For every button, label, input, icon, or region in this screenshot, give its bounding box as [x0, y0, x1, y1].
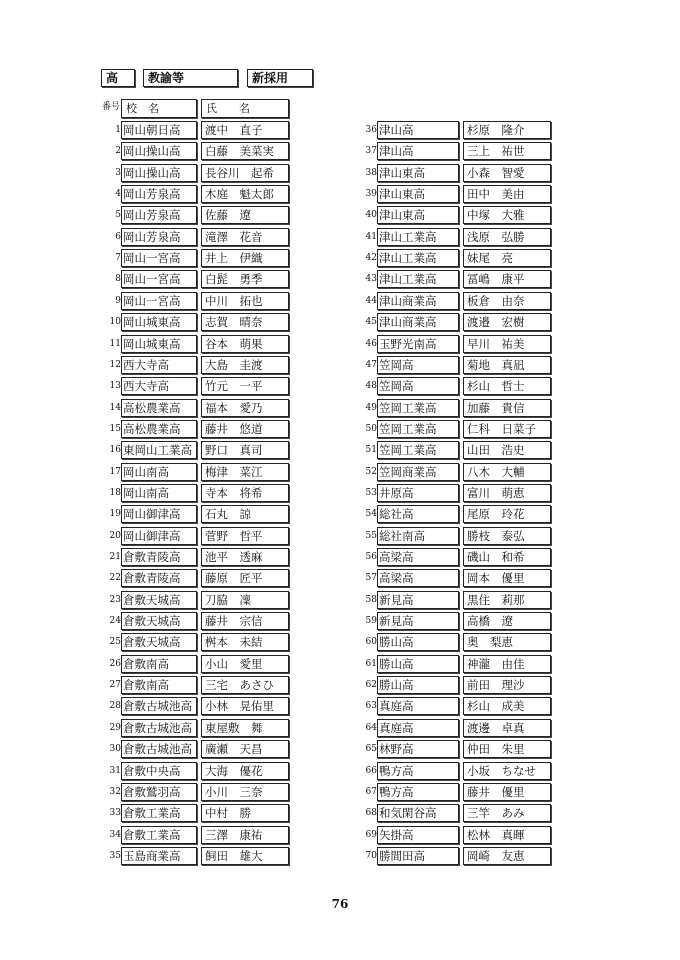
name-cell: 冨嶋 康平 — [463, 270, 551, 288]
row-number: 43 — [365, 274, 377, 285]
row-number: 52 — [365, 466, 377, 477]
name-cell: 菅野 哲平 — [201, 527, 289, 545]
row-number: 62 — [365, 680, 377, 691]
type-box: 新採用 — [247, 69, 313, 87]
school-cell: 高松農業高 — [121, 420, 197, 438]
name-cell: 福本 愛乃 — [201, 399, 289, 417]
school-cell: 高梁高 — [377, 548, 459, 566]
row-number: 51 — [365, 445, 377, 456]
row-number: 39 — [365, 189, 377, 200]
name-cell: 桝本 未結 — [201, 633, 289, 651]
school-cell: 新見高 — [377, 591, 459, 609]
name-cell: 梅津 菜江 — [201, 463, 289, 481]
category-box: 高 — [101, 69, 135, 87]
row-number: 3 — [115, 167, 121, 178]
school-cell: 真庭高 — [377, 697, 459, 715]
school-cell: 岡山操山高 — [121, 142, 197, 160]
row-number: 17 — [109, 466, 121, 477]
school-cell: 倉敷南高 — [121, 655, 197, 673]
row-number: 34 — [109, 829, 121, 840]
name-cell: 神瀧 由佳 — [463, 655, 551, 673]
name-cell: 白藤 美菜実 — [201, 142, 289, 160]
row-number: 64 — [365, 722, 377, 733]
name-cell: 木庭 魁太郎 — [201, 185, 289, 203]
row-number: 14 — [109, 402, 121, 413]
row-number: 29 — [109, 722, 121, 733]
school-cell: 岡山操山高 — [121, 164, 197, 182]
school-cell: 倉敷南高 — [121, 676, 197, 694]
school-cell: 総社高 — [377, 505, 459, 523]
row-number: 8 — [115, 274, 121, 285]
name-cell: 山田 浩史 — [463, 441, 551, 459]
row-number: 12 — [109, 359, 121, 370]
school-cell: 和気閑谷高 — [377, 804, 459, 822]
school-cell: 倉敷青陵高 — [121, 569, 197, 587]
name-cell: 池平 透麻 — [201, 548, 289, 566]
row-number: 15 — [109, 423, 121, 434]
row-number: 22 — [109, 573, 121, 584]
school-cell: 井原高 — [377, 484, 459, 502]
row-number: 46 — [365, 338, 377, 349]
name-cell: 東屋敷 舞 — [201, 719, 289, 737]
position-box: 教諭等 — [143, 69, 238, 87]
name-cell: 高橋 遼 — [463, 612, 551, 630]
row-number: 13 — [109, 381, 121, 392]
school-cell: 倉敷天城高 — [121, 612, 197, 630]
name-cell: 長谷川 起希 — [201, 164, 289, 182]
name-cell: 飼田 雄大 — [201, 847, 289, 865]
school-cell: 総社南高 — [377, 527, 459, 545]
name-cell: 板倉 由奈 — [463, 292, 551, 310]
row-number: 33 — [109, 808, 121, 819]
row-number: 63 — [365, 701, 377, 712]
row-number: 35 — [109, 850, 121, 861]
row-number: 42 — [365, 253, 377, 264]
name-cell: 杉山 哲士 — [463, 377, 551, 395]
page-number: 76 — [331, 897, 349, 911]
school-cell: 西大寺高 — [121, 377, 197, 395]
name-cell: 白髭 勇季 — [201, 270, 289, 288]
school-cell: 矢掛高 — [377, 826, 459, 844]
school-cell: 東岡山工業高 — [121, 441, 197, 459]
school-cell: 岡山芳泉高 — [121, 185, 197, 203]
name-cell: 加藤 貴信 — [463, 399, 551, 417]
school-cell: 勝間田高 — [377, 847, 459, 865]
name-cell: 石丸 諒 — [201, 505, 289, 523]
name-cell: 杉山 成美 — [463, 697, 551, 715]
row-number: 9 — [115, 295, 121, 306]
name-cell: 井上 伊織 — [201, 249, 289, 267]
row-number: 48 — [365, 381, 377, 392]
school-cell: 岡山一宮高 — [121, 249, 197, 267]
row-number: 21 — [109, 552, 121, 562]
school-cell: 真庭高 — [377, 719, 459, 737]
name-cell: 志賀 晴奈 — [201, 313, 289, 331]
row-number: 41 — [365, 231, 377, 242]
name-cell: 藤井 宗信 — [201, 612, 289, 630]
school-cell: 勝山高 — [377, 655, 459, 673]
school-cell: 岡山御津高 — [121, 505, 197, 523]
row-number: 40 — [365, 210, 377, 221]
school-cell: 勝山高 — [377, 633, 459, 651]
school-cell: 岡山城東高 — [121, 335, 197, 353]
school-cell: 岡山朝日高 — [121, 121, 197, 139]
school-cell: 津山工業高 — [377, 228, 459, 246]
row-number: 36 — [365, 125, 377, 135]
row-number: 61 — [365, 658, 377, 669]
row-number: 30 — [109, 744, 121, 755]
name-cell: 三竿 あみ — [463, 804, 551, 822]
name-cell: 小坂 ちなせ — [463, 762, 551, 780]
row-number: 49 — [365, 402, 377, 413]
row-number: 68 — [365, 808, 377, 819]
name-cell: 廣瀬 天昌 — [201, 740, 289, 758]
name-cell: 中村 勝 — [201, 804, 289, 822]
school-cell: 岡山一宮高 — [121, 270, 197, 288]
row-number: 69 — [365, 829, 377, 840]
name-cell: 浅原 弘勝 — [463, 228, 551, 246]
row-number: 2 — [115, 146, 121, 157]
row-number: 44 — [365, 295, 377, 306]
row-number: 19 — [109, 509, 121, 520]
name-cell: 渡邉 宏樹 — [463, 313, 551, 331]
school-cell: 倉敷天城高 — [121, 591, 197, 609]
school-cell: 岡山御津高 — [121, 527, 197, 545]
school-cell: 倉敷古城池高 — [121, 719, 197, 737]
number-column-header: 番号 — [101, 99, 121, 118]
row-number: 25 — [109, 637, 121, 648]
row-number: 66 — [365, 765, 377, 776]
row-number: 11 — [109, 338, 121, 349]
row-number: 24 — [109, 616, 121, 627]
row-number: 67 — [365, 786, 377, 797]
row-number: 50 — [365, 423, 377, 434]
school-cell: 岡山城東高 — [121, 313, 197, 331]
school-cell: 岡山一宮高 — [121, 292, 197, 310]
school-cell: 笠岡工業高 — [377, 441, 459, 459]
school-cell: 鴨方高 — [377, 783, 459, 801]
row-number: 56 — [365, 552, 377, 562]
row-number: 6 — [115, 231, 121, 242]
school-cell: 高梁高 — [377, 569, 459, 587]
name-cell: 小山 愛里 — [201, 655, 289, 673]
row-number: 70 — [365, 850, 377, 861]
school-cell: 玉野光南高 — [377, 335, 459, 353]
row-number: 7 — [115, 253, 121, 264]
name-cell: 小林 晃佑里 — [201, 697, 289, 715]
row-number: 1 — [115, 125, 121, 135]
school-cell: 岡山芳泉高 — [121, 228, 197, 246]
name-cell: 渡中 直子 — [201, 121, 289, 139]
school-cell: 津山東高 — [377, 185, 459, 203]
school-cell: 林野高 — [377, 740, 459, 758]
row-number: 27 — [109, 680, 121, 691]
school-cell: 岡山南高 — [121, 463, 197, 481]
name-cell: 佐藤 遼 — [201, 206, 289, 224]
name-cell: 藤井 悠道 — [201, 420, 289, 438]
row-number: 20 — [109, 530, 121, 541]
name-cell: 富川 萌恵 — [463, 484, 551, 502]
name-cell: 岡本 優里 — [463, 569, 551, 587]
name-cell: 仁科 日菜子 — [463, 420, 551, 438]
school-cell: 倉敷古城池高 — [121, 697, 197, 715]
row-number: 53 — [365, 487, 377, 498]
name-cell: 早川 祐美 — [463, 335, 551, 353]
school-cell: 倉敷青陵高 — [121, 548, 197, 566]
name-cell: 三上 祐世 — [463, 142, 551, 160]
school-cell: 鴨方高 — [377, 762, 459, 780]
row-number: 47 — [365, 359, 377, 370]
school-cell: 笠岡商業高 — [377, 463, 459, 481]
name-cell: 小川 三奈 — [201, 783, 289, 801]
name-cell: 中塚 大雅 — [463, 206, 551, 224]
row-number: 57 — [365, 573, 377, 584]
row-number: 31 — [109, 765, 121, 776]
school-cell: 玉島商業高 — [121, 847, 197, 865]
school-column-header: 校 名 — [121, 99, 197, 118]
name-cell: 八木 大輔 — [463, 463, 551, 481]
name-cell: 大島 圭渡 — [201, 356, 289, 374]
school-cell: 津山東高 — [377, 206, 459, 224]
school-cell: 倉敷天城高 — [121, 633, 197, 651]
row-number: 32 — [109, 786, 121, 797]
name-column-header: 氏 名 — [201, 99, 289, 118]
name-cell: 菊地 真凪 — [463, 356, 551, 374]
school-cell: 津山東高 — [377, 164, 459, 182]
name-cell: 岡崎 友恵 — [463, 847, 551, 865]
name-cell: 中川 拓也 — [201, 292, 289, 310]
name-cell: 竹元 一平 — [201, 377, 289, 395]
row-number: 23 — [109, 594, 121, 605]
row-number: 54 — [365, 509, 377, 520]
row-number: 18 — [109, 487, 121, 498]
school-cell: 倉敷鷲羽高 — [121, 783, 197, 801]
row-number: 28 — [109, 701, 121, 712]
name-cell: 前田 理沙 — [463, 676, 551, 694]
name-cell: 勝枝 泰弘 — [463, 527, 551, 545]
name-cell: 藤原 匠平 — [201, 569, 289, 587]
name-cell: 渡邊 卓真 — [463, 719, 551, 737]
name-cell: 尾原 玲花 — [463, 505, 551, 523]
school-cell: 津山工業高 — [377, 270, 459, 288]
name-cell: 磯山 和希 — [463, 548, 551, 566]
row-number: 60 — [365, 637, 377, 648]
school-cell: 高松農業高 — [121, 399, 197, 417]
name-cell: 刀脇 凜 — [201, 591, 289, 609]
school-cell: 笠岡工業高 — [377, 420, 459, 438]
name-cell: 松林 真暉 — [463, 826, 551, 844]
name-cell: 田中 美由 — [463, 185, 551, 203]
row-number: 55 — [365, 530, 377, 541]
school-cell: 勝山高 — [377, 676, 459, 694]
school-cell: 笠岡工業高 — [377, 399, 459, 417]
name-cell: 三宅 あさひ — [201, 676, 289, 694]
row-number: 38 — [365, 167, 377, 178]
school-cell: 倉敷工業高 — [121, 826, 197, 844]
row-number: 65 — [365, 744, 377, 755]
name-cell: 野口 真司 — [201, 441, 289, 459]
name-cell: 黒住 莉那 — [463, 591, 551, 609]
name-cell: 奥 梨恵 — [463, 633, 551, 651]
school-cell: 津山高 — [377, 142, 459, 160]
school-cell: 津山工業高 — [377, 249, 459, 267]
school-cell: 津山商業高 — [377, 313, 459, 331]
school-cell: 津山高 — [377, 121, 459, 139]
name-cell: 小森 智愛 — [463, 164, 551, 182]
row-number: 16 — [109, 445, 121, 456]
school-cell: 岡山芳泉高 — [121, 206, 197, 224]
school-cell: 倉敷古城池高 — [121, 740, 197, 758]
school-cell: 西大寺高 — [121, 356, 197, 374]
school-cell: 倉敷工業高 — [121, 804, 197, 822]
name-cell: 寺本 将希 — [201, 484, 289, 502]
row-number: 10 — [109, 317, 121, 328]
row-number: 26 — [109, 658, 121, 669]
name-cell: 仲田 朱里 — [463, 740, 551, 758]
row-number: 37 — [365, 146, 377, 157]
school-cell: 笠岡高 — [377, 356, 459, 374]
name-cell: 滝澤 花音 — [201, 228, 289, 246]
school-cell: 倉敷中央高 — [121, 762, 197, 780]
school-cell: 津山商業高 — [377, 292, 459, 310]
name-cell: 大海 優花 — [201, 762, 289, 780]
school-cell: 笠岡高 — [377, 377, 459, 395]
name-cell: 三澤 康祐 — [201, 826, 289, 844]
name-cell: 妹尾 亮 — [463, 249, 551, 267]
row-number: 59 — [365, 616, 377, 627]
row-number: 4 — [115, 189, 121, 200]
row-number: 5 — [115, 210, 121, 221]
name-cell: 藤井 優里 — [463, 783, 551, 801]
row-number: 58 — [365, 594, 377, 605]
school-cell: 岡山南高 — [121, 484, 197, 502]
school-cell: 新見高 — [377, 612, 459, 630]
name-cell: 杉原 隆介 — [463, 121, 551, 139]
row-number: 45 — [365, 317, 377, 328]
name-cell: 谷本 萌果 — [201, 335, 289, 353]
